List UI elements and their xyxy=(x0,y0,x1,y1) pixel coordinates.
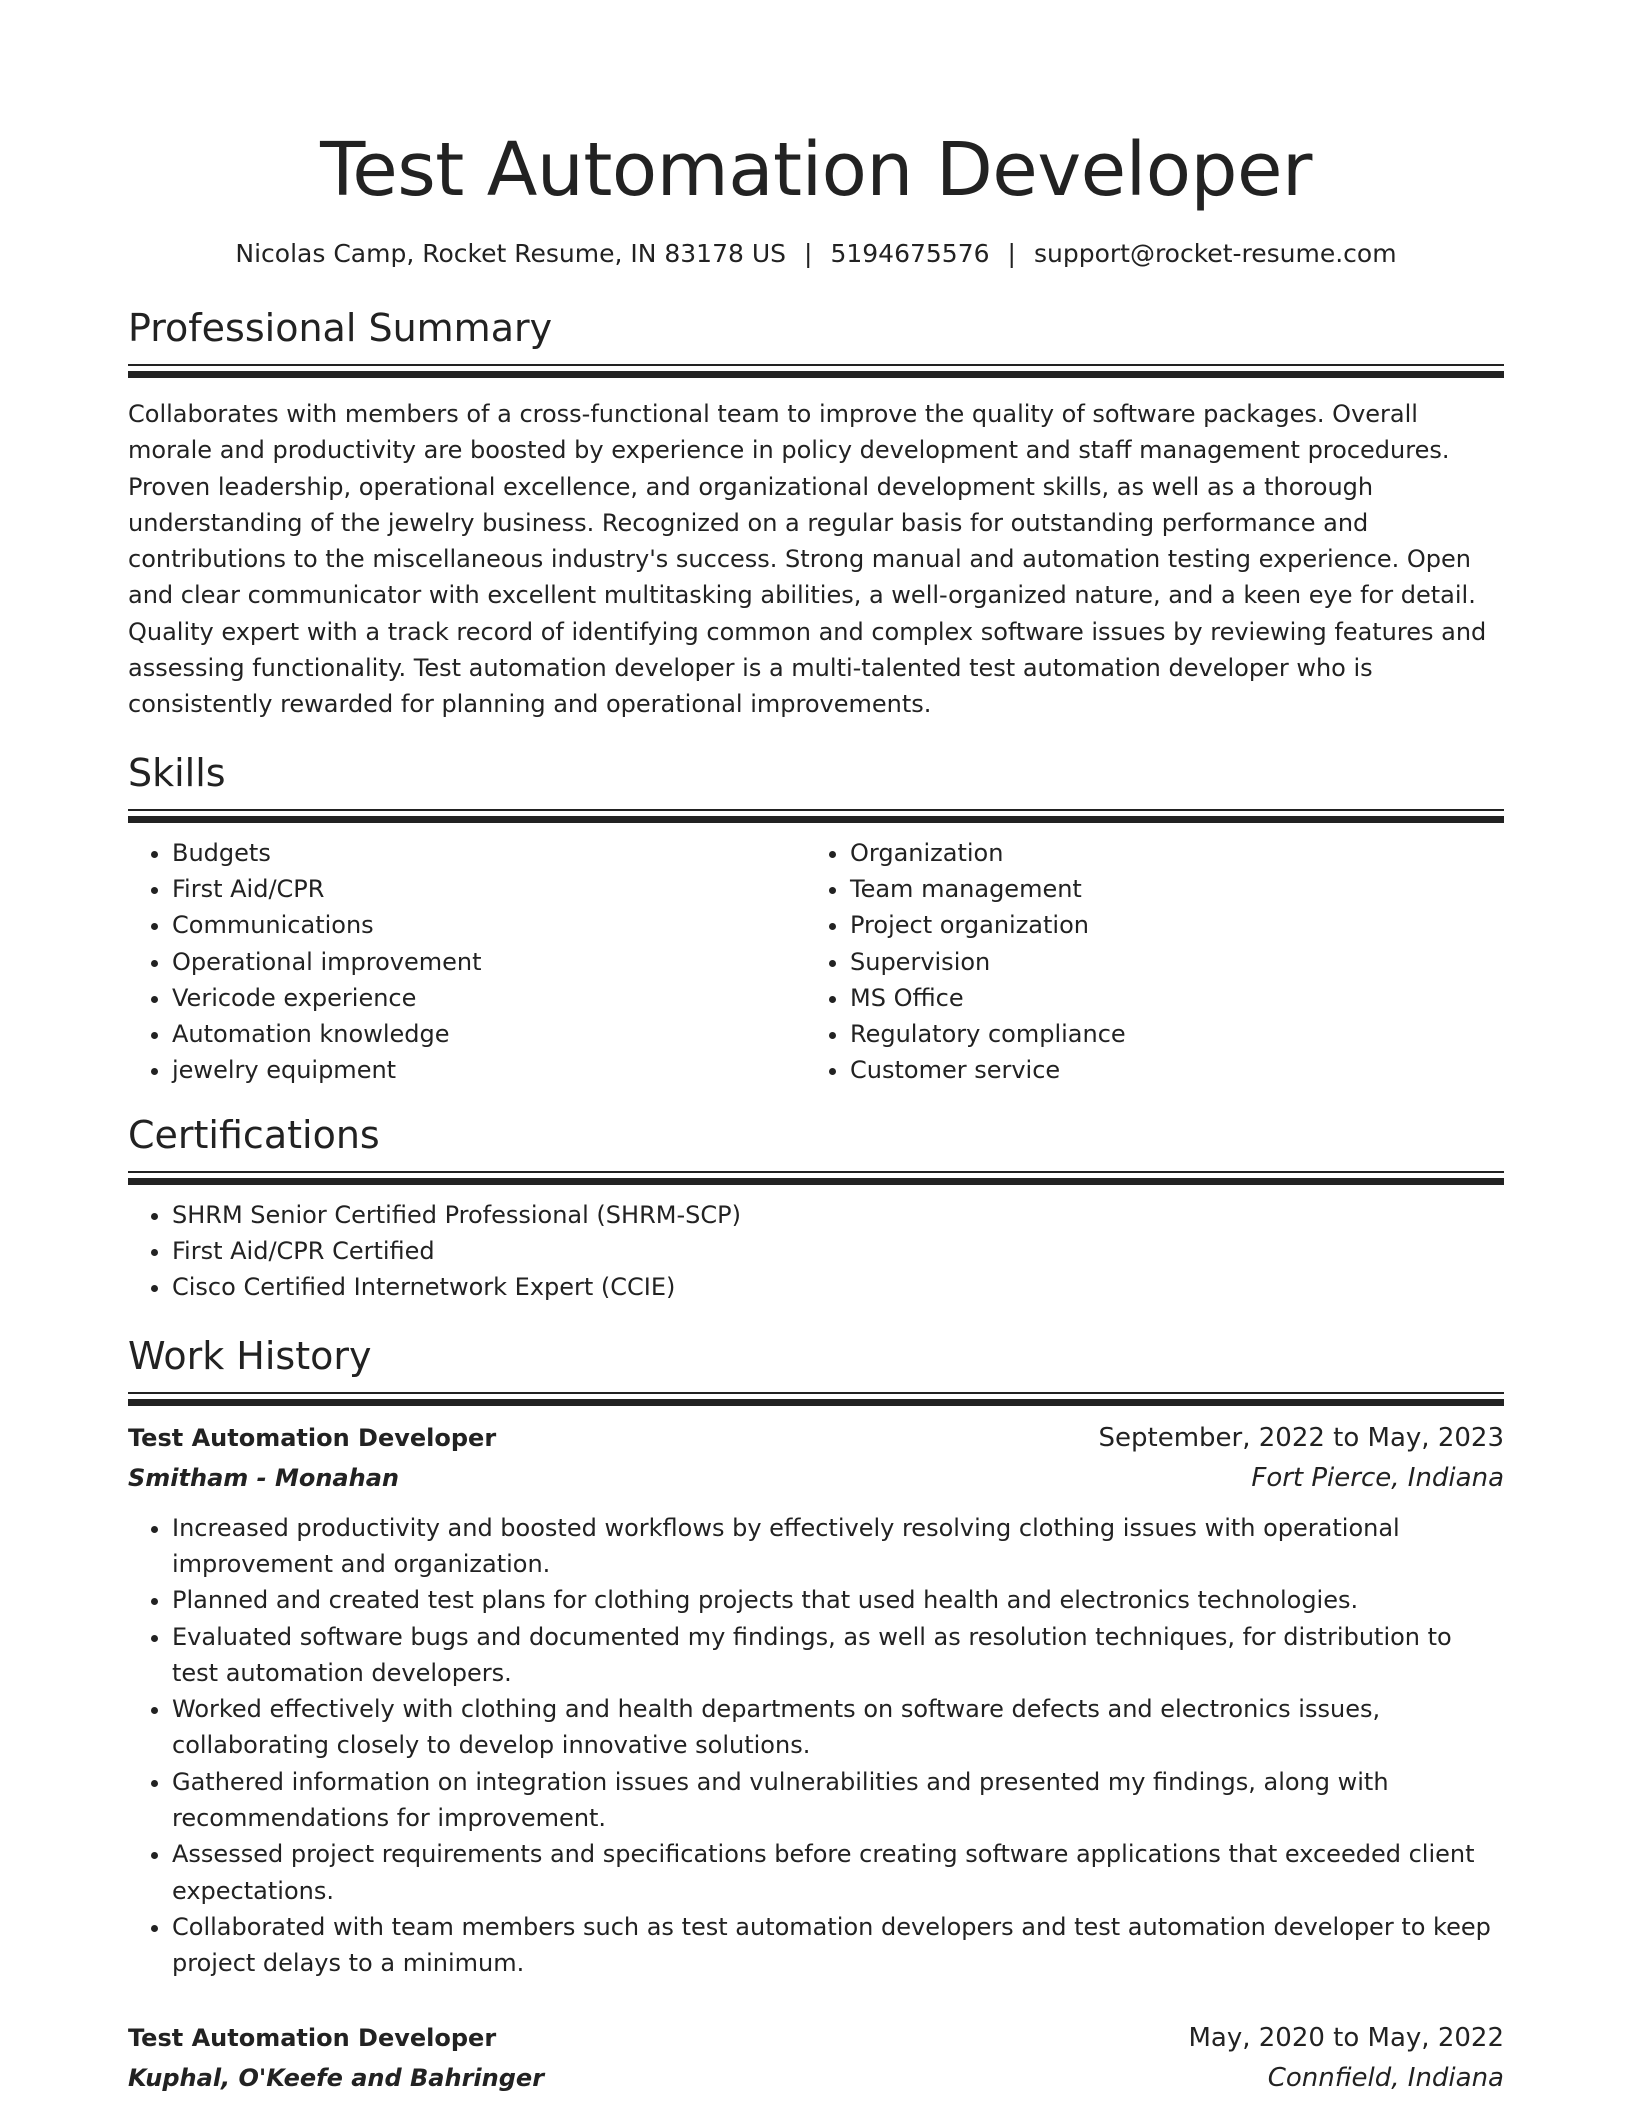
section-divider xyxy=(128,809,1504,825)
certifications-section xyxy=(128,1111,1504,1306)
skills-list-left xyxy=(128,835,806,1089)
skills-column-right xyxy=(806,835,1484,1089)
list-item: • MS Office xyxy=(850,980,1484,1016)
summary-section xyxy=(128,304,1504,723)
list-item: • Operational improvement xyxy=(172,944,806,980)
list-item: • Organization xyxy=(850,835,1484,871)
list-item: • Automation knowledge xyxy=(172,1016,806,1052)
contact-phone: 5194675576 xyxy=(830,239,990,268)
certifications-list xyxy=(128,1197,1504,1306)
list-item: • First Aid/CPR Certified xyxy=(172,1233,1504,1269)
job-title: Test Automation Developer xyxy=(128,1423,497,1452)
list-item: • SHRM Senior Certified Professional (SHRM-SCP) xyxy=(172,1197,1504,1233)
contact-address: Nicolas Camp, Rocket Resume, IN 83178 US xyxy=(235,239,787,268)
list-item: • Team management xyxy=(850,871,1484,907)
job-entry xyxy=(128,1418,1504,1982)
list-item: • Increased productivity and boosted workflows by effectively resolving clothing issues with operational improvement and organization. xyxy=(172,1510,1504,1583)
skills-heading: Skills xyxy=(128,750,226,795)
certifications-heading: Certifications xyxy=(128,1112,380,1157)
list-item: • jewelry equipment xyxy=(172,1052,806,1088)
list-item: • Collaborated with team members such as test automation developers and test automation developer to keep project delays to a minimum. xyxy=(172,1909,1504,1982)
job-title: Test Automation Developer xyxy=(128,2023,497,2052)
job-location: Fort Pierce, Indiana xyxy=(1251,1462,1504,1493)
list-item: • Worked effectively with clothing and health departments on software defects and electronics issues, collaborating closely to develop innovative solutions. xyxy=(172,1691,1504,1764)
contact-separator: | xyxy=(804,239,813,268)
summary-heading: Professional Summary xyxy=(128,306,553,350)
skills-column-left xyxy=(128,835,806,1089)
work-section xyxy=(128,1332,1504,2098)
contact-separator: | xyxy=(1007,239,1016,268)
job-location: Connfield, Indiana xyxy=(1267,2062,1504,2093)
resume-page xyxy=(128,0,1504,2098)
job-entry xyxy=(128,2018,1504,2098)
section-divider xyxy=(128,364,1504,380)
list-item: • Cisco Certified Internetwork Expert (CCIE) xyxy=(172,1269,1504,1305)
job-header-row xyxy=(128,2018,1504,2058)
work-heading: Work History xyxy=(128,1333,372,1378)
job-bullets xyxy=(128,1510,1504,1982)
contact-email: support@rocket-resume.com xyxy=(1033,239,1397,268)
list-item: • Vericode experience xyxy=(172,980,806,1016)
job-dates: May, 2020 to May, 2022 xyxy=(1188,2022,1504,2053)
list-item: • Gathered information on integration issues and vulnerabilities and presented my findings, along with recommendations for improvement. xyxy=(172,1764,1504,1837)
list-item: • Assessed project requirements and specifications before creating software applications that exceeded client expectations. xyxy=(172,1836,1504,1909)
job-company-row xyxy=(128,2058,1504,2098)
list-item: • Evaluated software bugs and documented my findings, as well as resolution techniques, for distribution to test automation developers. xyxy=(172,1619,1504,1692)
job-dates: September, 2022 to May, 2023 xyxy=(1098,1422,1504,1453)
list-item: • Customer service xyxy=(850,1052,1484,1088)
skills-list-right xyxy=(806,835,1484,1089)
job-header-row xyxy=(128,1418,1504,1458)
section-divider xyxy=(128,1392,1504,1408)
job-company: Kuphal, O'Keefe and Bahringer xyxy=(128,2063,545,2092)
job-company: Smitham - Monahan xyxy=(128,1463,399,1492)
resume-title: Test Automation Developer xyxy=(320,127,1312,213)
contact-line xyxy=(128,238,1504,270)
list-item: • First Aid/CPR xyxy=(172,871,806,907)
summary-text: Collaborates with members of a cross-functional team to improve the quality of software packages. Overall morale and productivity are boosted by experience in policy development and staff management procedures. Proven leadership, operational excellence, and organizational development skills, as well as a thorough understanding of the jewelry business. Recognized on a regular basis for outstanding performance and contributions to the miscellaneous industry's success. Strong manual and automation testing experience. Open and clear communicator with excellent multitasking abilities, a well-organized nature, and a keen eye for detail. Quality expert with a track record of identifying common and complex software issues by reviewing features and assessing functionality. Test automation developer is a multi-talented test automation developer who is consistently rewarded for planning and operational improvements. xyxy=(128,400,1487,719)
list-item: • Budgets xyxy=(172,835,806,871)
list-item: • Supervision xyxy=(850,944,1484,980)
list-item: • Project organization xyxy=(850,907,1484,943)
section-divider xyxy=(128,1171,1504,1187)
skills-grid xyxy=(128,835,1504,1089)
job-company-row xyxy=(128,1458,1504,1498)
list-item: • Communications xyxy=(172,907,806,943)
list-item: • Regulatory compliance xyxy=(850,1016,1484,1052)
list-item: • Planned and created test plans for clothing projects that used health and electronics technologies. xyxy=(172,1582,1504,1618)
skills-section xyxy=(128,749,1504,1089)
